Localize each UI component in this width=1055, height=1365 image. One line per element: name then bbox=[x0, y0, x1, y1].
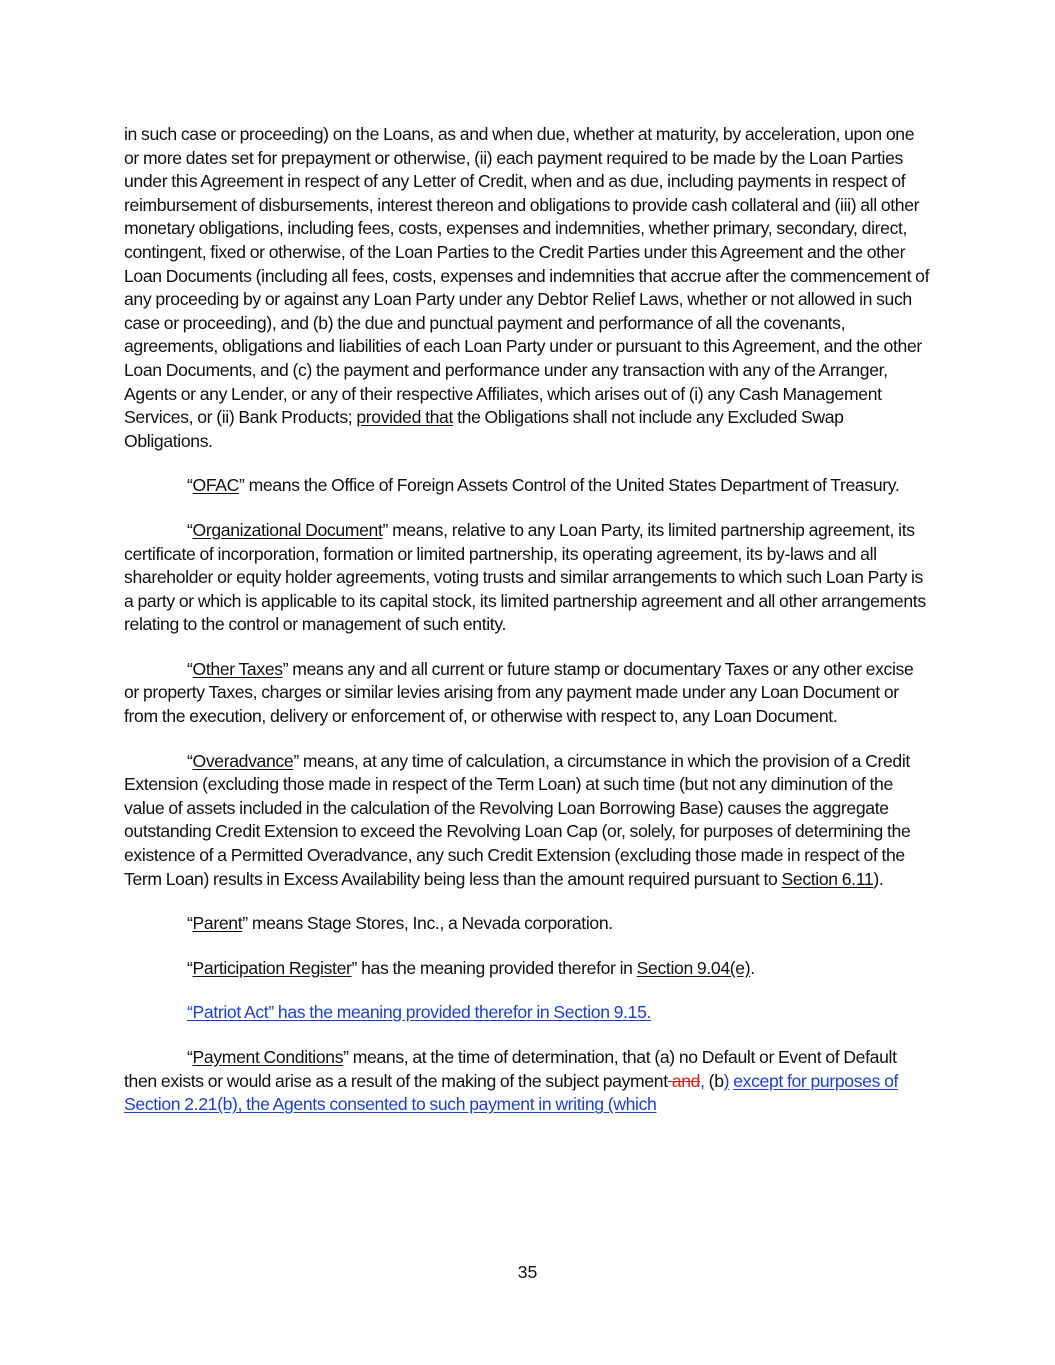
continuation-tail: the Obligations shall not include any Excluded Swap Obligations. bbox=[124, 407, 844, 451]
definition-body: has the meaning provided therefor in bbox=[361, 957, 633, 978]
inserted-clause-text: except for purposes of Section 2.21(b), the Agents consented to such payment in writing (which bbox=[124, 1070, 899, 1115]
definition-body: means, at any time of calculation, a circumstance in which the provision of a Credit Extension (excluding those made in respect of the Term Loan) at such time (but not any diminution of the value of assets included in the calculation of the Revolving Loan Borrowing Base) causes the aggregate outstanding Credit Extension to exceed the Revolving Loan Cap (or, solely, for purposes of determining the existence of a Permitted Overadvance, any such Credit Extension (excluding those made in respect of the Term Loan) results in Excess Availability being less than the amount required pursuant to bbox=[124, 750, 911, 889]
definition-participation-register: “Participation Register” has the meaning provided therefor in Section 9.04(e). bbox=[187, 957, 755, 978]
deleted-text: and bbox=[667, 1070, 701, 1091]
definition-body: means the Office of Foreign Assets Control of the United States Department of Treasury. bbox=[248, 475, 900, 496]
definition-body: means, at the time of determination, that (a) no Default or Event of Default then exists or would arise as a result of the making of the subject payment bbox=[124, 1047, 897, 1091]
definition-end: . bbox=[750, 957, 755, 978]
continuation-text: in such case or proceeding) on the Loans, as and when due, whether at maturity, by acceleration, upon one or more dates set for prepayment or otherwise, (ii) each payment required to be made by the Loan Parties under this Agreement in respect of any Letter of Credit, when and as due, including payments in respect of reimbursement of disbursements, interest thereon and obligations to provide cash collateral and (iii) all other monetary obligations, including fees, costs, expenses and indemnities, whether primary, secondary, direct, contingent, fixed or otherwise, of the Loan Parties to the Credit Parties under this Agreement and the other Loan Documents (including all fees, costs, expenses and indemnities that accrue after the commencement of any proceeding by or against any Loan Party under any Debtor Relief Laws, whether or not allowed in such case or proceeding), and (b) the due and punctual payment and performance of all the covenants, agreements, obligations and liabilities of each Loan Party under or pursuant to this Agreement, and the other Loan Documents, and (c) the payment and performance under any transaction with any of the Arranger, Agents or any Lender, or any of their respective Affiliates, which arises out of (i) any Cash Management Services, or (ii) Bank Products; bbox=[124, 124, 930, 428]
section-reference: Section 6.11 bbox=[781, 868, 874, 889]
definition-organizational-document: “Organizational Document” means, relative to any Loan Party, its limited partnership agreement, its certificate of incorporation, formation or limited partnership, its operating agreement, its by-laws and all shareholder or equity holder agreements, voting trusts and similar arrangements to which such Loan Party is a party or which is applicable to its capital stock, its limited partnership agreement and all other arrangements relating to the control or management of such entity. bbox=[124, 519, 926, 635]
inserted-definition-text: “Patriot Act” has the meaning provided therefor in Section 9.15. bbox=[187, 1002, 652, 1023]
obligations-continuation-paragraph bbox=[124, 123, 930, 453]
definition-payment-conditions: “Payment Conditions” means, at the time of determination, that (a) no Default or Event of Default then exists or would arise as a result of the making of the subject payment and, (b) except for purposes of Section 2.21(b), the Agents consented to such payment in writing (which bbox=[124, 1047, 899, 1115]
defined-term: OFAC bbox=[192, 475, 240, 496]
defined-term: Overadvance bbox=[192, 750, 294, 771]
defined-term: Parent bbox=[192, 913, 243, 934]
definition-body: means, relative to any Loan Party, its limited partnership agreement, its certificate of incorporation, formation or limited partnership, its operating agreement, its by-laws and all shareholder or equity holder agreements, voting trusts and similar arrangements to which such Loan Party is a party or which is applicable to its capital stock, its limited partnership agreement and all other arrangements relating to the control or management of such entity. bbox=[124, 519, 926, 635]
inserted-paren: ) bbox=[723, 1070, 730, 1091]
document-page bbox=[124, 123, 930, 1138]
definition-ofac: “OFAC” means the Office of Foreign Assets Control of the United States Department of Treasury. bbox=[187, 475, 900, 496]
defined-term: Participation Register bbox=[192, 957, 352, 978]
definition-end: ). bbox=[873, 868, 884, 889]
defined-term: Payment Conditions bbox=[192, 1047, 344, 1067]
clause-marker: (b bbox=[704, 1070, 724, 1091]
defined-term: Other Taxes bbox=[192, 658, 283, 679]
defined-term: Organizational Document bbox=[192, 519, 383, 540]
inserted-comma: , bbox=[700, 1070, 705, 1091]
definition-parent: “Parent” means Stage Stores, Inc., a Nevada corporation. bbox=[187, 913, 613, 934]
definition-body: means Stage Stores, Inc., a Nevada corporation. bbox=[251, 913, 613, 934]
definition-body: means any and all current or future stamp or documentary Taxes or any other excise or property Taxes, charges or similar levies arising from any payment made under any Loan Document or from the execution, delivery or enforcement of, or otherwise with respect to, any Loan Document. bbox=[124, 658, 914, 727]
definition-overadvance: “Overadvance” means, at any time of calculation, a circumstance in which the provision of a Credit Extension (excluding those made in respect of the Term Loan) at such time (but not any diminution of the value of assets included in the calculation of the Revolving Loan Borrowing Base) causes the aggregate outstanding Credit Extension to exceed the Revolving Loan Cap (or, solely, for purposes of determining the existence of a Permitted Overadvance, any such Credit Extension (excluding those made in respect of the Term Loan) results in Excess Availability being less than the amount required pursuant to Section 6.11). bbox=[124, 750, 911, 889]
page-number: 35 bbox=[517, 1262, 538, 1282]
definition-patriot-act-inserted bbox=[124, 1001, 930, 1025]
section-reference: Section 9.04(e) bbox=[636, 957, 751, 978]
definition-other-taxes: “Other Taxes” means any and all current or future stamp or documentary Taxes or any other excise or property Taxes, charges or similar levies arising from any payment made under any Loan Document or from the execution, delivery or enforcement of, or otherwise with respect to, any Loan Document. bbox=[124, 658, 914, 727]
proviso-phrase: provided that bbox=[356, 407, 454, 428]
